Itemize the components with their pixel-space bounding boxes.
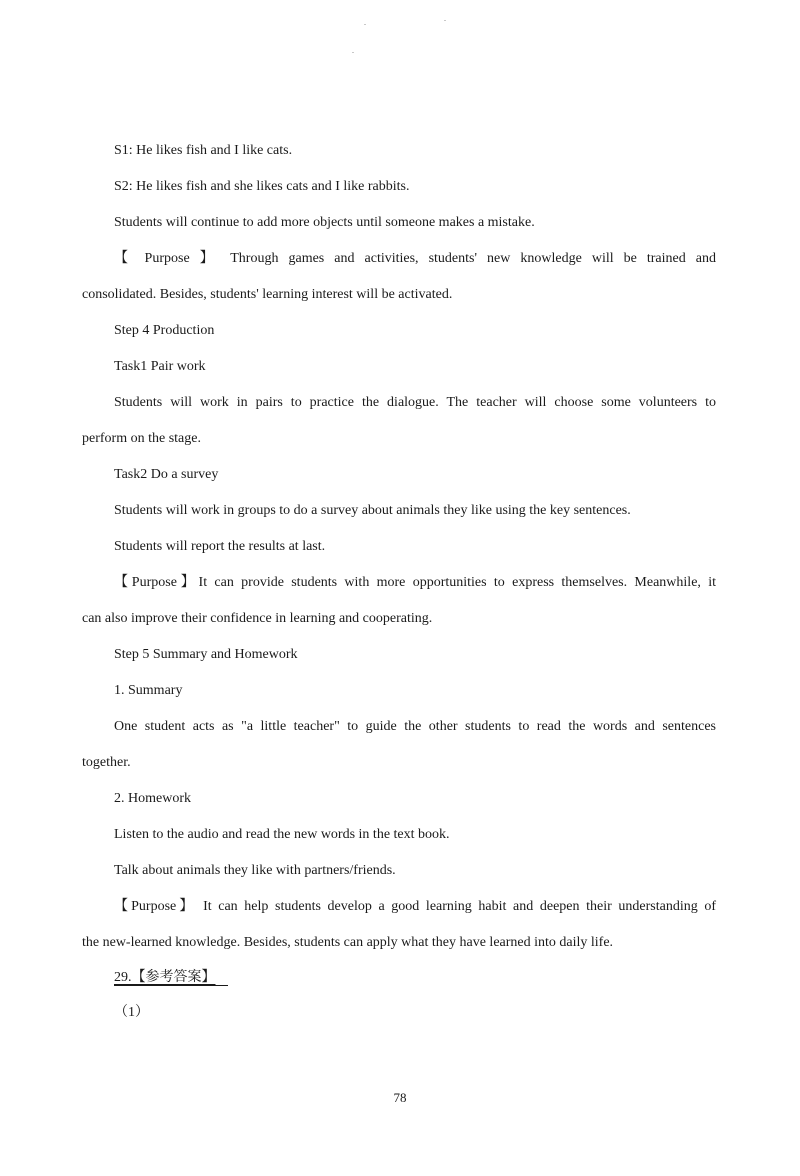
paragraph-line: Talk about animals they like with partners/friends. (114, 863, 396, 878)
page-number: 78 (393, 1090, 407, 1105)
purpose-paragraph-line: consolidated. Besides, students' learning interest will be activated. (82, 287, 453, 302)
purpose-paragraph-line: 【Purpose】 It can help students develop a good learning habit and deepen their understanding of (114, 899, 716, 914)
purpose-paragraph-line: 【 Purpose 】 Through games and activities, students' new knowledge will be trained and (114, 251, 716, 266)
list-item: 1. Summary (114, 683, 183, 698)
task-heading: Task1 Pair work (114, 359, 206, 374)
step-heading: Step 5 Summary and Homework (114, 647, 298, 662)
step-heading: Step 4 Production (114, 323, 215, 338)
answer-heading: 29.【参考答案】 (114, 970, 216, 985)
task-heading: Task2 Do a survey (114, 467, 219, 482)
dialogue-line-s1: S1: He likes fish and I like cats. (114, 143, 293, 158)
paragraph-line: Students will continue to add more objects until someone makes a mistake. (114, 215, 535, 230)
list-item: 2. Homework (114, 791, 191, 806)
paragraph-line: Students will report the results at last. (114, 539, 326, 554)
purpose-paragraph-line: 【Purpose】It can provide students with more opportunities to express themselves. Meanwhile, it (114, 575, 716, 590)
scan-speck (352, 52, 354, 53)
scan-speck (444, 20, 446, 21)
dialogue-line-s2: S2: He likes fish and she likes cats and I like rabbits. (114, 179, 410, 194)
paragraph-line: Listen to the audio and read the new words in the text book. (114, 827, 450, 842)
scan-speck (364, 24, 366, 25)
paragraph-line: perform on the stage. (82, 431, 201, 446)
answer-item: （1） (114, 1005, 149, 1020)
paragraph-line: Students will work in pairs to practice the dialogue. The teacher will choose some volunteers to (114, 395, 716, 410)
paragraph-line: Students will work in groups to do a survey about animals they like using the key sentences. (114, 503, 631, 518)
purpose-paragraph-line: the new-learned knowledge. Besides, students can apply what they have learned into daily life. (82, 935, 614, 950)
purpose-paragraph-line: can also improve their confidence in learning and cooperating. (82, 611, 433, 626)
answer-heading-underline (114, 985, 228, 986)
paragraph-line: together. (82, 755, 131, 770)
paragraph-line: One student acts as "a little teacher" to guide the other students to read the words and sentences (114, 719, 716, 734)
